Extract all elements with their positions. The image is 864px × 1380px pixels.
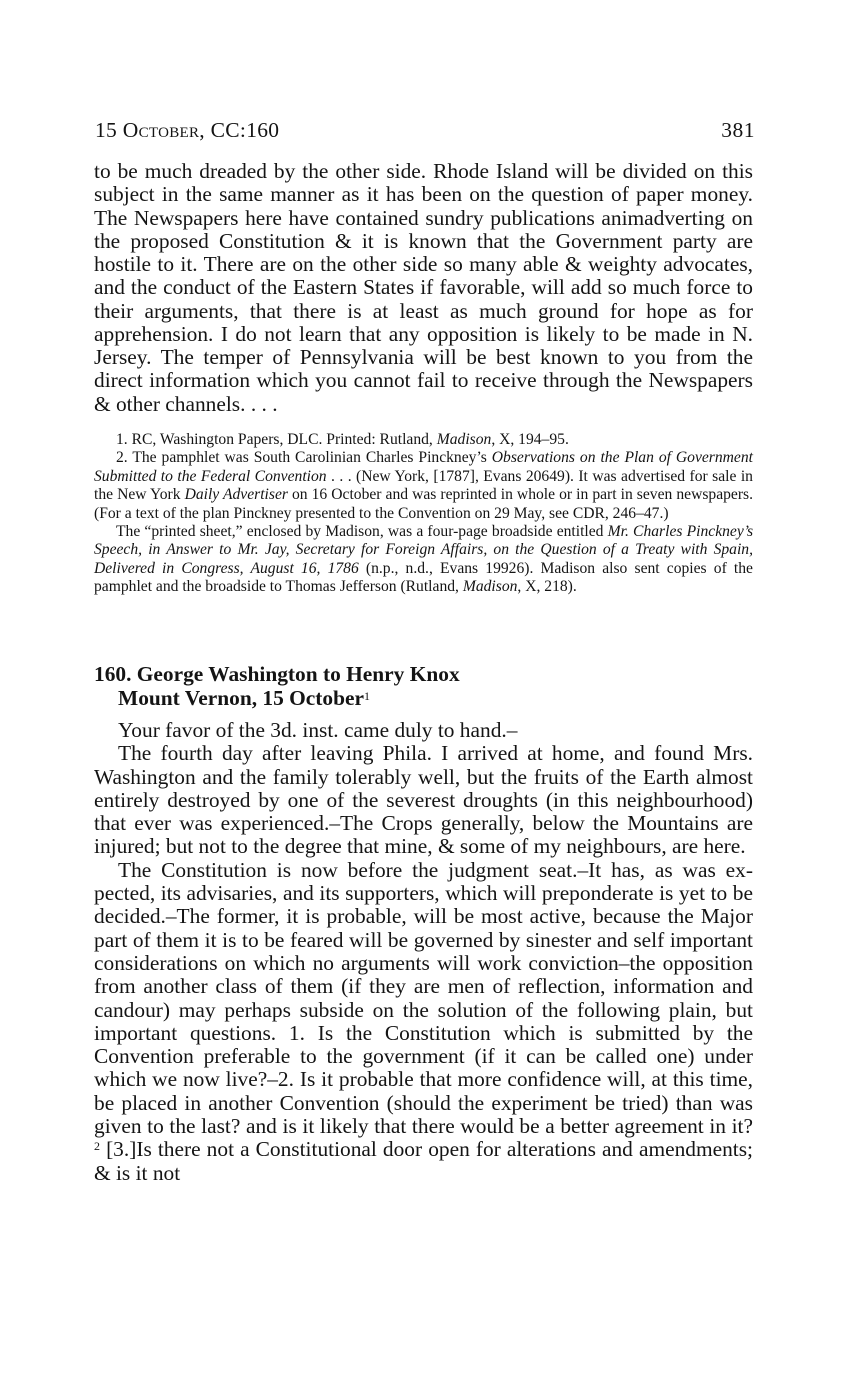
page-number: 381: [721, 118, 755, 142]
continued-paragraph: to be much dreaded by the other side. Rhode Island will be divided on this subject in the same manner as it has been on the question of paper money. The Newspapers here have contained sundry publications animadverting on the proposed Constitution & it is known that the Government party are hostile to it. There are on the other side so many able & weighty advocates, and the conduct of the Eastern States if favorable, will add so much force to their arguments, that there is at least as much ground for hope as for apprehension. I do not learn that any opposition is likely to be made in N. Jersey. The temper of Pennsylvania will be best known to you from the direct information which you cannot fail to receive through the Newspapers & other channels. . . .: [94, 159, 753, 416]
heading-note-reference: 1: [364, 689, 370, 703]
note-reference-2: 2: [94, 1139, 100, 1154]
letter-body: [94, 719, 753, 1185]
running-head: [95, 116, 755, 144]
letter-paragraph-2: The fourth day after leaving Phila. I arrived at home, and found Mrs. Washington and the family tolerably well, but the fruits of the Earth almost entirely destroyed by one of the severest droughts (in this neighbourhood) that ever was experienced.–The Crops generally, below the Mountains are injured; but not to the degree that mine, & some of my neighbours, are here.: [94, 741, 753, 859]
note-1: 1. RC, Washington Papers, DLC. Printed: Rutland, Madison, X, 194–95.: [116, 431, 569, 448]
editorial-notes: [94, 431, 753, 597]
continued-letter-text: [94, 160, 753, 416]
note-2: 2. The pamphlet was South Carolinian Charles Pinckney’s Observations on the Plan of Government Submitted to the Federal Convention . . . (New York, [1787], Evans 20649). It was advertised for sale in the New York Daily Advertiser on 16 October and was reprinted in whole or in part in seven newspapers. (For a text of the plan Pinckney presented to the Convention on 29 May, see CDR, 246–47.): [94, 449, 753, 522]
letter-paragraph-3: The Constitution is now before the judgment seat.–It has, as was expected, its advisaries, and its supporters, which will preponderate is yet to be decided.–The former, it is probable, will be most active, because the Major part of them it is to be feared will be governed by sinester and self important considerations on which no arguments will work conviction–the opposition from another class of them (if they are men of reflection, information and candour) may perhaps subside on the solution of the following plain, but important questions. 1. Is the Constitution which is submitted by the Convention preferable to the government (if it can be called one) under which we now live?–2. Is it probable that more confidence will, at this time, be placed in another Convention (should the experiment be tried) than was given to the last? and is it likely that there would be a better agreement in it?$^2$ [3.]Is there not a Constitutional door open for alterations and amendments; & is it not: [94, 857, 753, 1185]
running-head-date-reference: 15 October, CC:160: [95, 118, 280, 142]
letter-paragraph-1: Your favor of the 3d. inst. came duly to hand.–: [118, 718, 518, 742]
document-heading: [94, 662, 753, 710]
note-2-continued: The “printed sheet,” enclosed by Madison, was a four-page broadside entitled Mr. Charles Pinckney’s Speech, in Answer to Mr. Jay, Secretary for Foreign Affairs, on the Question of a Treaty with Spain, Delivered in Congress, August 16, 1786 (n.p., n.d., Evans 19926). Madison also sent copies of the pamphlet and the broadside to Thomas Jefferson (Rutland, Madison, X, 218).: [94, 523, 754, 596]
document-title: 160. George Washington to Henry Knox: [94, 662, 460, 686]
document-place-date: Mount Vernon, 15 October$^1$: [118, 686, 370, 710]
